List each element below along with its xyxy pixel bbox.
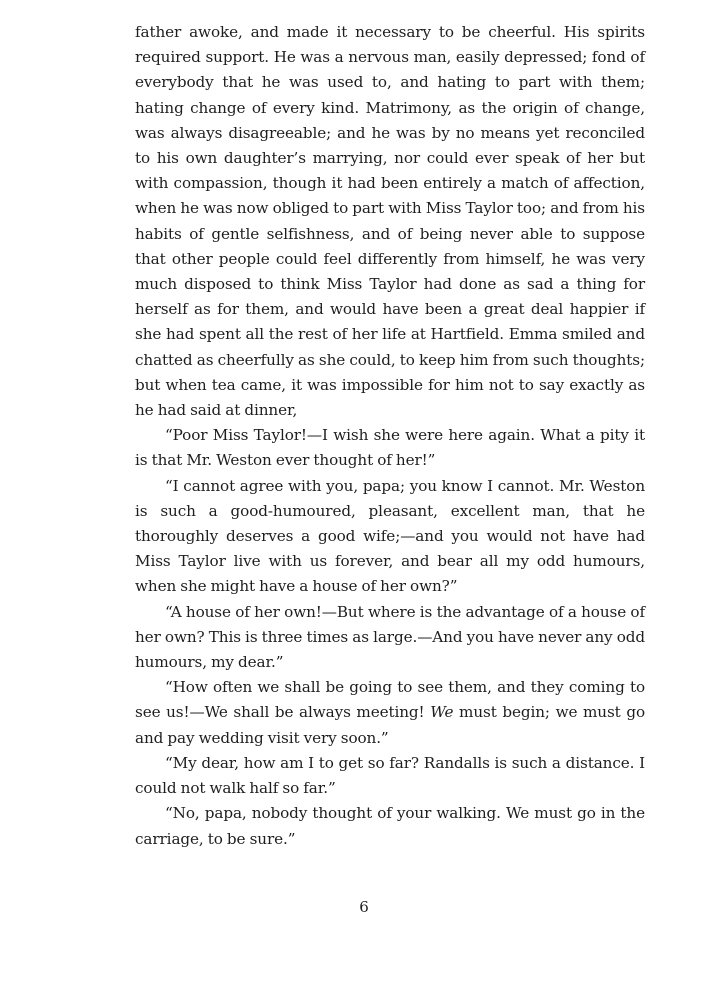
paragraph-visiting: [135, 675, 645, 751]
paragraph-mr-woodhouse-lament: “Poor Miss Taylor!—I wish she were here again. What a pity it is that Mr. Weston ever thought of her!”: [135, 426, 645, 470]
paragraph-visiting-emphasis: We: [430, 703, 454, 722]
paragraph-narration: father awoke, and made it necessary to be cheerful. His spirits required support. He was a nervous man, easily depressed; fond of everybody that he was used to, and hating to part with them; hating change of every kind. Matrimony, as the origin of change, was always disagreeable; and he was by no means yet reconciled to his own daughter’s marrying, nor could ever speak of her but with compassion, though it had been entirely a match of affection, when he was now obliged to part with Miss Taylor too; and from his habits of gentle selfishness, and of being never able to suppose that other people could feel differently from himself, he was very much disposed to think Miss Taylor had done as sad a thing for herself as for them, and would have been a great deal happier if she had spent all the rest of her life at Hartfield. Emma smiled and chatted as cheerfully as she could, to keep him from such thoughts; but when tea came, it was impossible for him not to say exactly as he had said at dinner,: [135, 23, 645, 420]
paragraph-randalls-distance: “My dear, how am I to get so far? Randalls is such a distance. I could not walk half so far.”: [135, 753, 645, 798]
page-number: 6: [359, 898, 369, 916]
paragraph-emma-reply: “I cannot agree with you, papa; you know I cannot. Mr. Weston is such a good-humoured, pleasant, excellent man, that he thoroughly deserves a good wife;—and you would not have had Miss Taylor live with us forever, and bear all my odd humours, when she might have a house of her own?”: [135, 476, 645, 596]
page-body: [135, 20, 645, 852]
paragraph-carriage: “No, papa, nobody thought of your walking. We must go in the carriage, to be sure.”: [135, 804, 645, 848]
paragraph-house-of-her-own: “A house of her own!—But where is the advantage of a house of her own? This is three times as large.—And you have never any odd humours, my dear.”: [135, 602, 645, 672]
paragraph-visiting-part-1: “How often we shall be going to see them, and they coming to see us!—We shall be always meeting!: [135, 678, 645, 722]
paragraph-visiting-part-2: must begin; we must go and pay wedding visit very soon.”: [135, 703, 645, 747]
